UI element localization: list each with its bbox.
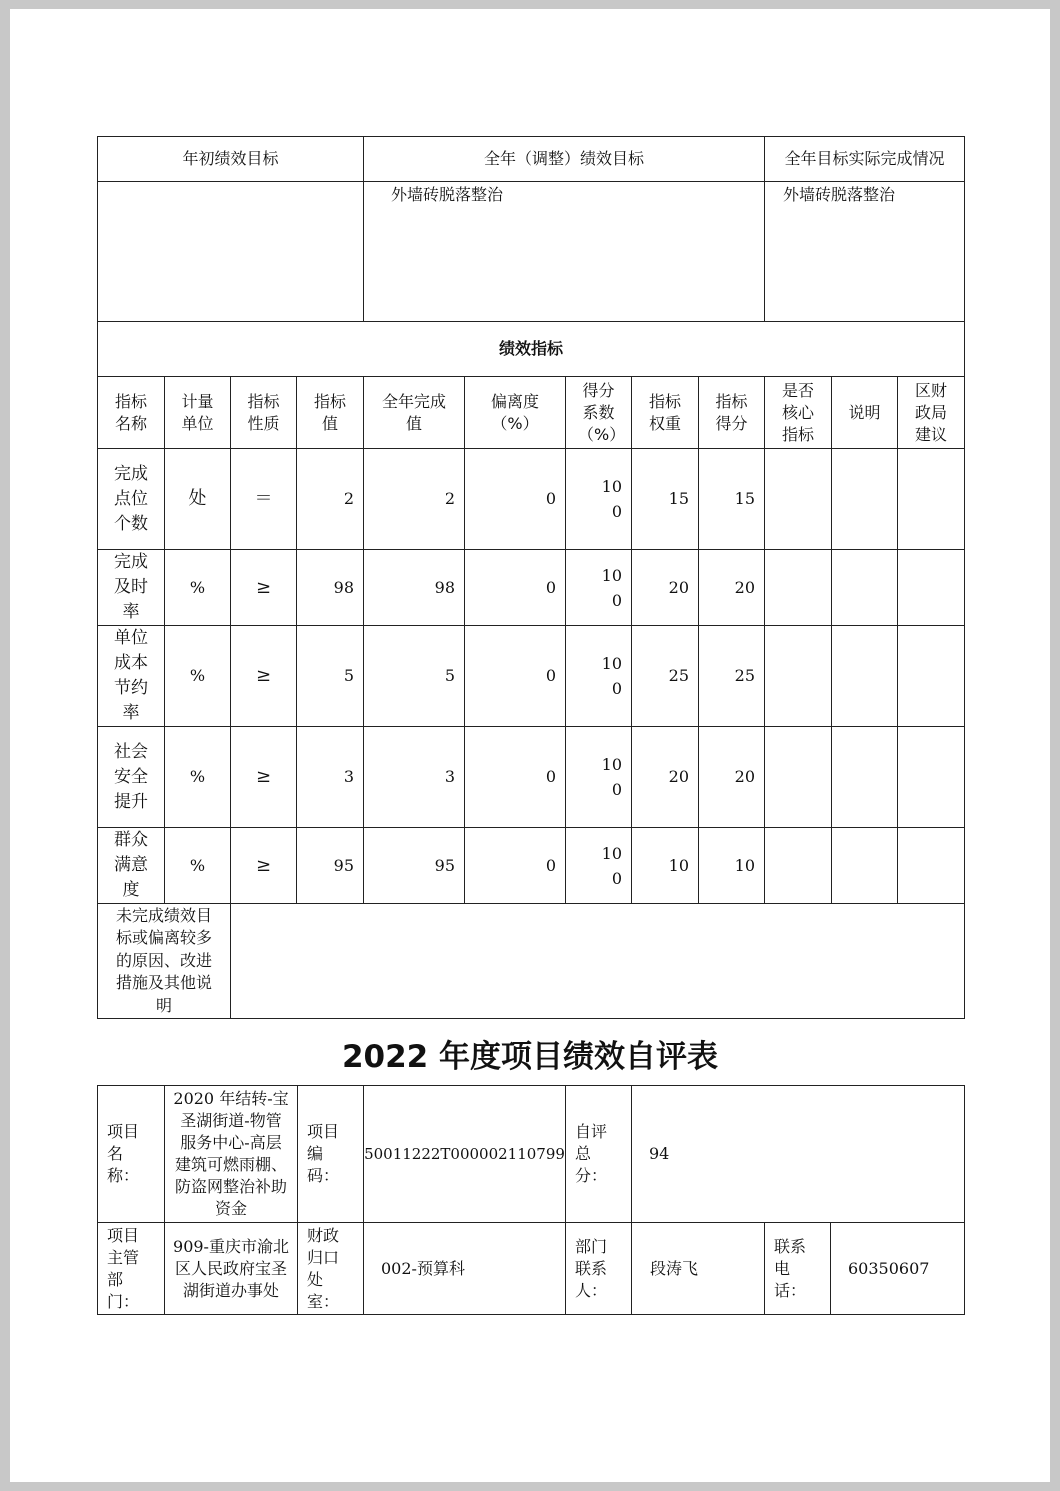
indicator-nature: ≥ bbox=[231, 828, 297, 904]
self-score-label: 自评总分： bbox=[566, 1086, 632, 1223]
deviation-reason-value bbox=[231, 904, 965, 1019]
self-score-value: 94 bbox=[632, 1086, 965, 1223]
finance-office-label: 财政归口处室： bbox=[298, 1223, 364, 1315]
indicator-core bbox=[765, 626, 832, 727]
table-row bbox=[98, 626, 965, 727]
header-is-core: 是否核心指标 bbox=[765, 377, 832, 449]
header-unit: 计量单位 bbox=[165, 377, 231, 449]
indicator-nature: ＝ bbox=[231, 449, 297, 550]
indicator-name: 完成点位个数 bbox=[98, 449, 165, 550]
indicator-score: 10 bbox=[699, 828, 765, 904]
indicator-nature: ≥ bbox=[231, 626, 297, 727]
adjusted-goal-cell: 外墙砖脱落整治 bbox=[364, 182, 765, 322]
table-row bbox=[98, 449, 965, 550]
indicator-unit: % bbox=[165, 550, 231, 626]
indicator-deviation: 0 bbox=[465, 449, 566, 550]
indicator-weight: 20 bbox=[632, 550, 699, 626]
indicator-actual: 5 bbox=[364, 626, 465, 727]
indicator-nature: ≥ bbox=[231, 727, 297, 828]
indicator-weight: 25 bbox=[632, 626, 699, 727]
department-label: 项目主管部门： bbox=[98, 1223, 165, 1315]
header-indicator-name: 指标名称 bbox=[98, 377, 165, 449]
project-code-value: 50011222T000002110799 bbox=[364, 1086, 566, 1223]
project-name-label: 项目名称： bbox=[98, 1086, 165, 1223]
indicator-advice bbox=[898, 626, 965, 727]
indicator-note bbox=[832, 727, 898, 828]
indicator-actual: 3 bbox=[364, 727, 465, 828]
indicator-score: 15 bbox=[699, 449, 765, 550]
indicator-name: 单位成本节约率 bbox=[98, 626, 165, 727]
indicator-nature: ≥ bbox=[231, 550, 297, 626]
indicators-section-title: 绩效指标 bbox=[98, 322, 965, 377]
indicator-weight: 10 bbox=[632, 828, 699, 904]
indicator-core bbox=[765, 449, 832, 550]
project-info-table bbox=[97, 1085, 965, 1315]
indicator-actual: 98 bbox=[364, 550, 465, 626]
indicator-name: 社会安全提升 bbox=[98, 727, 165, 828]
indicator-actual: 2 bbox=[364, 449, 465, 550]
table-row bbox=[98, 828, 965, 904]
indicator-target: 98 bbox=[297, 550, 364, 626]
adjusted-goal-header: 全年（调整）绩效目标 bbox=[364, 137, 765, 182]
header-target-value: 指标值 bbox=[297, 377, 364, 449]
indicator-deviation: 0 bbox=[465, 828, 566, 904]
indicator-unit: % bbox=[165, 828, 231, 904]
initial-goal-cell bbox=[98, 182, 364, 322]
project-code-label: 项目编码： bbox=[298, 1086, 364, 1223]
indicator-deviation: 0 bbox=[465, 550, 566, 626]
contact-phone-label: 联系电话： bbox=[765, 1223, 831, 1315]
table-row bbox=[98, 727, 965, 828]
actual-completion-cell: 外墙砖脱落整治 bbox=[765, 182, 965, 322]
indicator-score: 25 bbox=[699, 626, 765, 727]
indicator-advice bbox=[898, 449, 965, 550]
department-value: 909-重庆市渝北区人民政府宝圣湖街道办事处 bbox=[165, 1223, 298, 1315]
header-score-coefficient: 得分系数（%） bbox=[566, 377, 632, 449]
indicator-name: 完成及时率 bbox=[98, 550, 165, 626]
header-deviation: 偏离度（%） bbox=[465, 377, 566, 449]
indicator-note bbox=[832, 828, 898, 904]
indicator-name: 群众满意度 bbox=[98, 828, 165, 904]
indicator-target: 3 bbox=[297, 727, 364, 828]
indicator-actual: 95 bbox=[364, 828, 465, 904]
indicator-coefficient: 100 bbox=[566, 449, 632, 550]
indicator-coefficient: 100 bbox=[566, 727, 632, 828]
contact-phone-value: 60350607 bbox=[831, 1223, 965, 1315]
indicator-score: 20 bbox=[699, 550, 765, 626]
project-name-value: 2020 年结转-宝圣湖街道-物管服务中心-高层建筑可燃雨棚、防盗网整治补助资金 bbox=[165, 1086, 298, 1223]
indicator-unit: 处 bbox=[165, 449, 231, 550]
table-row bbox=[98, 550, 965, 626]
indicator-target: 95 bbox=[297, 828, 364, 904]
performance-table bbox=[97, 136, 965, 1019]
indicator-target: 5 bbox=[297, 626, 364, 727]
indicator-score: 20 bbox=[699, 727, 765, 828]
header-bureau-advice: 区财政局建议 bbox=[898, 377, 965, 449]
header-score: 指标得分 bbox=[699, 377, 765, 449]
deviation-reason-label: 未完成绩效目标或偏离较多的原因、改进措施及其他说明 bbox=[98, 904, 231, 1019]
indicator-weight: 20 bbox=[632, 727, 699, 828]
indicator-unit: % bbox=[165, 727, 231, 828]
indicator-advice bbox=[898, 727, 965, 828]
header-nature: 指标性质 bbox=[231, 377, 297, 449]
finance-office-value: 002-预算科 bbox=[364, 1223, 566, 1315]
form-title: 2022 年度项目绩效自评表 bbox=[341, 1039, 719, 1075]
header-annual-actual: 全年完成值 bbox=[364, 377, 465, 449]
indicator-coefficient: 100 bbox=[566, 550, 632, 626]
indicator-coefficient: 100 bbox=[566, 626, 632, 727]
indicator-advice bbox=[898, 550, 965, 626]
indicator-note bbox=[832, 550, 898, 626]
indicator-weight: 15 bbox=[632, 449, 699, 550]
indicator-core bbox=[765, 828, 832, 904]
initial-goal-header: 年初绩效目标 bbox=[98, 137, 364, 182]
contact-person-label: 部门联系人： bbox=[566, 1223, 632, 1315]
header-weight: 指标权重 bbox=[632, 377, 699, 449]
indicator-coefficient: 100 bbox=[566, 828, 632, 904]
actual-completion-header: 全年目标实际完成情况 bbox=[765, 137, 965, 182]
indicator-target: 2 bbox=[297, 449, 364, 550]
contact-person-value: 段涛飞 bbox=[632, 1223, 765, 1315]
indicator-note bbox=[832, 449, 898, 550]
indicator-unit: % bbox=[165, 626, 231, 727]
indicator-core bbox=[765, 550, 832, 626]
indicator-core bbox=[765, 727, 832, 828]
indicator-advice bbox=[898, 828, 965, 904]
indicator-deviation: 0 bbox=[465, 626, 566, 727]
indicator-deviation: 0 bbox=[465, 727, 566, 828]
header-note: 说明 bbox=[832, 377, 898, 449]
indicator-note bbox=[832, 626, 898, 727]
